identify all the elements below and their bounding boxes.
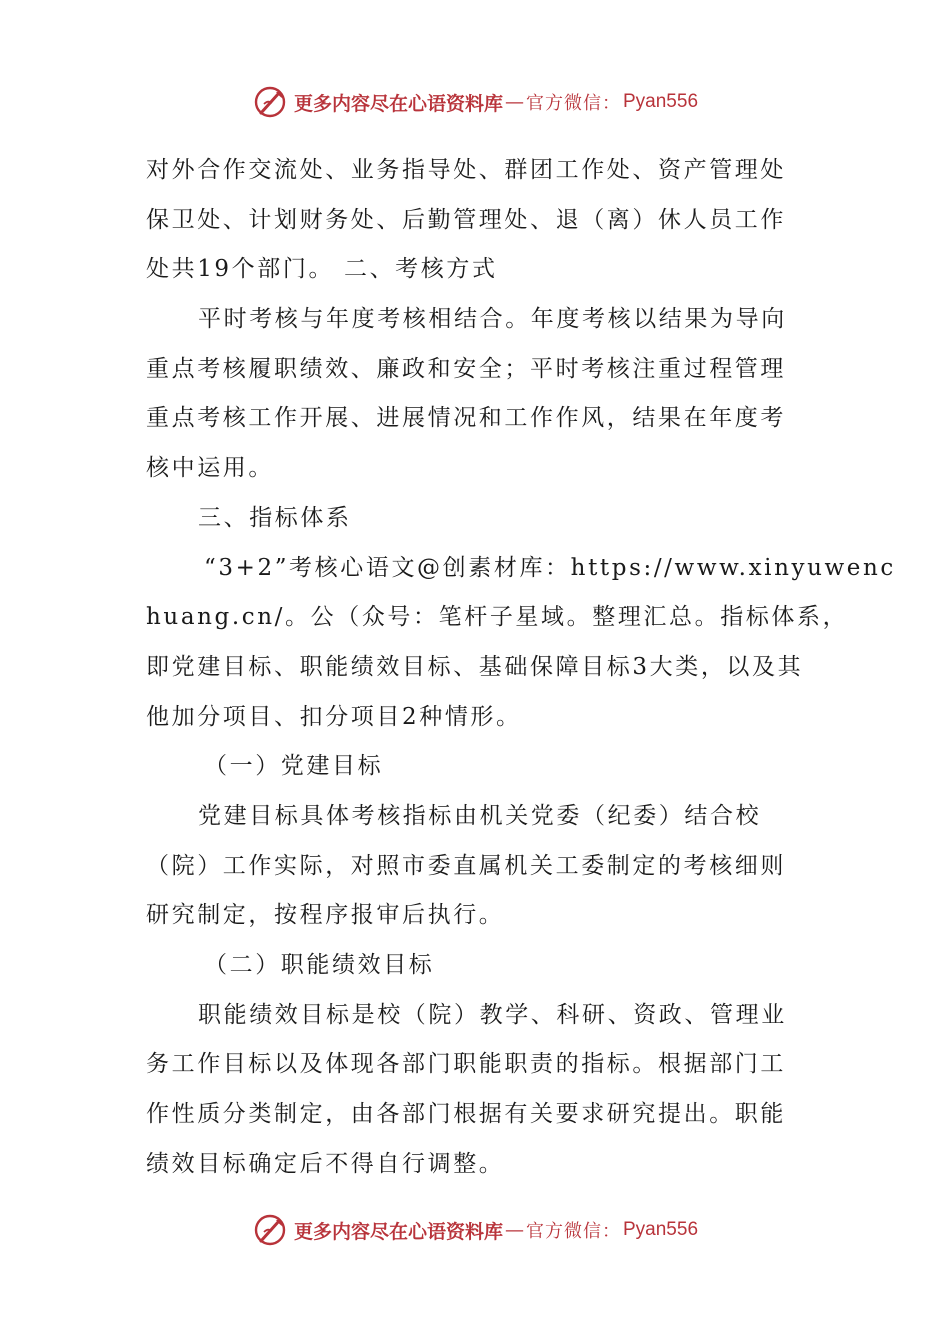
quill-seal-icon bbox=[252, 1212, 288, 1248]
text-line: 平时考核与年度考核相结合。年度考核以结果为导向 bbox=[198, 306, 787, 333]
watermark-dash: — bbox=[505, 1219, 524, 1241]
header-watermark bbox=[0, 82, 950, 122]
watermark-wechat-label: 官方微信： bbox=[526, 93, 621, 114]
text-line: 即党建目标、职能绩效目标、基础保障目标3大类，以及其 bbox=[146, 653, 804, 680]
text-line: （院）工作实际，对照市委直属机关工委制定的考核细则 bbox=[146, 852, 786, 879]
text-line: 核中运用。 bbox=[146, 455, 274, 482]
subsection-heading: （一）党建目标 bbox=[204, 753, 384, 780]
section-heading: 三、指标体系 bbox=[198, 504, 352, 531]
watermark-wechat-id: Pyan556 bbox=[623, 91, 699, 112]
text-line: 务工作目标以及体现各部门职能职责的指标。根据部门工 bbox=[146, 1051, 786, 1078]
text-line: 重点考核工作开展、进展情况和工作作风，结果在年度考 bbox=[146, 405, 786, 432]
text-line: 作性质分类制定，由各部门根据有关要求研究提出。职能 bbox=[146, 1101, 786, 1128]
text-line: huang.cn/。公（众号：笔杆子星域。整理汇总。指标体系， bbox=[146, 604, 849, 631]
watermark-wechat-label: 官方微信： bbox=[526, 1221, 621, 1242]
text-line: 重点考核履职绩效、廉政和安全；平时考核注重过程管理 bbox=[146, 355, 786, 382]
watermark-title: 更多内容尽在心语资料库 bbox=[293, 92, 503, 115]
text-line: 处共19个部门。 二、考核方式 bbox=[146, 256, 498, 283]
footer-watermark bbox=[0, 1210, 950, 1250]
text-line: 研究制定，按程序报审后执行。 bbox=[146, 902, 505, 929]
watermark-dash: — bbox=[505, 91, 524, 113]
text-line: 他加分项目、扣分项目2种情形。 bbox=[146, 703, 522, 730]
text-line: 绩效目标确定后不得自行调整。 bbox=[146, 1150, 505, 1177]
text-line: 职能绩效目标是校（院）教学、科研、资政、管理业 bbox=[198, 1001, 787, 1028]
text-line: 党建目标具体考核指标由机关党委（纪委）结合校 bbox=[198, 802, 762, 829]
subsection-heading: （二）职能绩效目标 bbox=[204, 952, 435, 978]
text-line: 对外合作交流处、业务指导处、群团工作处、资产管理处 bbox=[146, 157, 786, 183]
text-line: 保卫处、计划财务处、后勤管理处、退（离）休人员工作 bbox=[146, 206, 786, 233]
watermark-title: 更多内容尽在心语资料库 bbox=[293, 1220, 503, 1243]
text-line: “3+2”考核心语文@创素材库：https://www.xinyuwenc bbox=[204, 554, 896, 581]
quill-seal-icon bbox=[252, 84, 288, 120]
watermark-wechat-id: Pyan556 bbox=[623, 1219, 699, 1240]
document-body bbox=[146, 146, 896, 1189]
